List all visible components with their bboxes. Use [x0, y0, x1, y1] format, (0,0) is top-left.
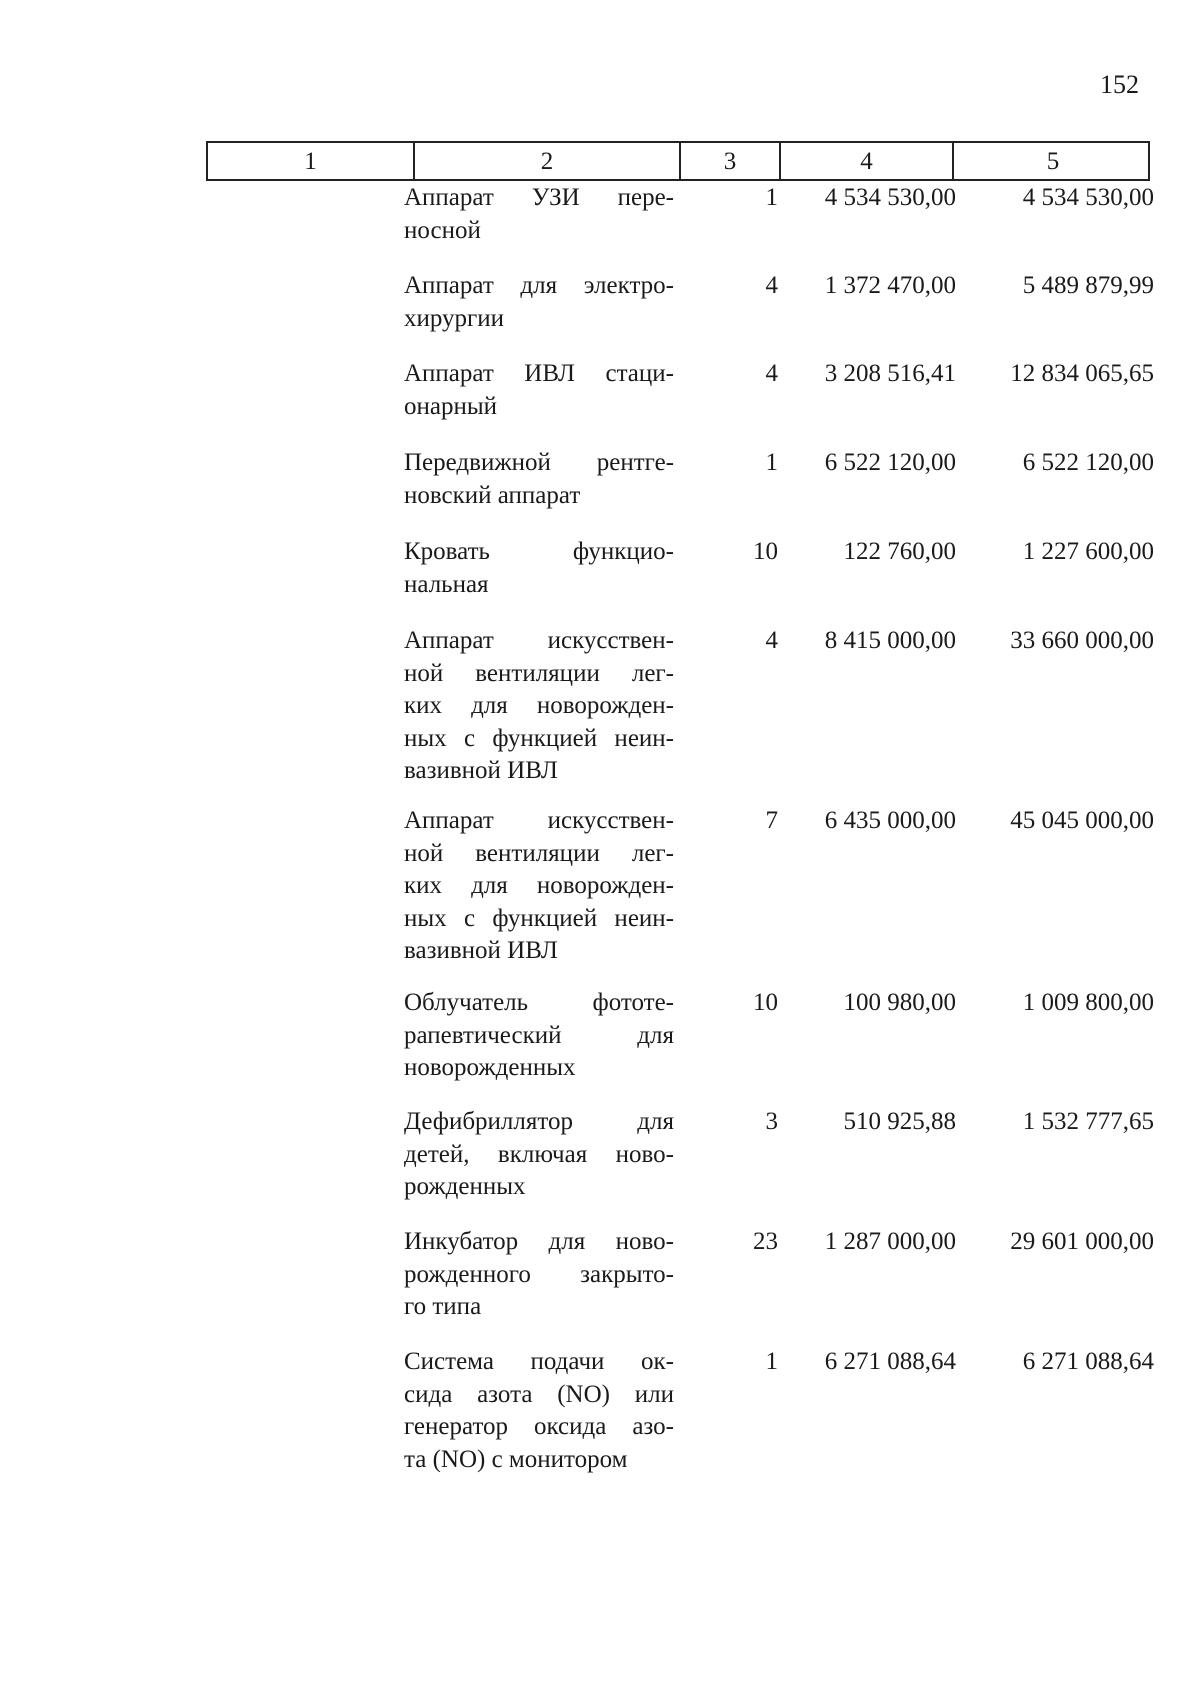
item-unit-price: 4 534 530,00 [824, 184, 956, 211]
item-name-line: рожденного закрыто- [404, 1260, 674, 1288]
item-quantity: 4 [765, 272, 778, 299]
item-name-line: нальная [404, 570, 489, 598]
item-name-line: Аппарат искусствен- [404, 807, 674, 834]
item-total: 12 834 065,65 [1010, 360, 1154, 387]
item-name-line: сида азота (NO) или [404, 1380, 674, 1408]
item-unit-price: 3 208 516,41 [824, 360, 956, 387]
item-quantity: 1 [765, 449, 778, 476]
item-quantity: 10 [753, 538, 778, 565]
item-name-line: Система подачи ок- [404, 1348, 674, 1375]
item-unit-price: 510 925,88 [843, 1108, 956, 1135]
item-name [404, 1226, 674, 1324]
item-name-line: хирургии [404, 304, 505, 332]
item-total: 5 489 879,99 [1022, 272, 1154, 299]
item-total: 1 532 777,65 [1022, 1108, 1154, 1135]
item-quantity: 3 [765, 1108, 778, 1135]
column-header-5: 5 [1046, 148, 1060, 175]
page-number: 152 [1100, 70, 1139, 99]
item-name-line: ных с функцией неин- [404, 724, 674, 752]
item-quantity: 4 [765, 627, 778, 654]
item-unit-price: 122 760,00 [843, 538, 956, 565]
item-name-line: рапевтический для [404, 1021, 674, 1049]
item-total: 4 534 530,00 [1022, 184, 1154, 211]
item-name-line: Аппарат для электро- [404, 272, 674, 299]
item-total: 6 522 120,00 [1022, 449, 1154, 476]
item-total: 33 660 000,00 [1010, 627, 1154, 654]
item-name [404, 270, 674, 335]
item-unit-price: 8 415 000,00 [824, 627, 956, 654]
item-name-line: Передвижной рентге- [404, 449, 674, 476]
item-total: 1 227 600,00 [1022, 538, 1154, 565]
item-total: 45 045 000,00 [1010, 807, 1154, 834]
item-name-line: ной вентиляции лег- [404, 839, 674, 867]
item-name-line: новский аппарат [404, 481, 581, 509]
item-quantity: 4 [765, 360, 778, 387]
item-name [404, 625, 674, 788]
item-name-line: генератор оксида азо- [404, 1413, 674, 1440]
item-name-line: новорожденных [404, 1054, 576, 1081]
item-name-line: вазивной ИВЛ [404, 757, 558, 784]
item-name [404, 182, 674, 247]
column-header-2: 2 [415, 143, 681, 181]
item-name [404, 358, 674, 423]
item-name-line: Облучатель фототе- [404, 989, 674, 1016]
column-header-1: 1 [208, 143, 415, 181]
item-total: 6 271 088,64 [1022, 1348, 1154, 1375]
item-name-line: го типа [404, 1293, 482, 1320]
item-unit-price: 100 980,00 [843, 989, 956, 1016]
item-quantity: 10 [753, 989, 778, 1016]
item-name-line: ких для новорожден- [404, 692, 674, 719]
item-name-line: рожденных [404, 1173, 526, 1200]
item-name-line: ких для новорожден- [404, 872, 674, 899]
column-header-4: 4 [781, 143, 954, 181]
item-unit-price: 1 287 000,00 [824, 1228, 956, 1255]
column-header-3: 3 [681, 143, 781, 181]
item-quantity: 23 [753, 1228, 778, 1255]
item-name [404, 447, 674, 512]
item-quantity: 7 [765, 807, 778, 834]
item-unit-price: 6 522 120,00 [824, 449, 956, 476]
item-unit-price: 6 271 088,64 [824, 1348, 956, 1375]
item-name-line: ной вентиляции лег- [404, 659, 674, 687]
item-name-line: та (NO) с монитором [404, 1445, 628, 1473]
item-total: 29 601 000,00 [1010, 1228, 1154, 1255]
item-name [404, 536, 674, 601]
item-name [404, 1346, 674, 1476]
item-name [404, 1106, 674, 1204]
item-name-line: вазивной ИВЛ [404, 937, 558, 964]
item-name-line: носной [404, 216, 481, 244]
item-name-line: Аппарат ИВЛ стаци- [404, 360, 674, 387]
item-total: 1 009 800,00 [1022, 989, 1154, 1016]
item-name-line: детей, включая ново- [404, 1140, 674, 1168]
item-name-line: ных с функцией неин- [404, 904, 674, 932]
item-name-line: Дефибриллятор для [404, 1108, 674, 1135]
item-name-line: Кровать функцио- [404, 538, 674, 565]
item-name-line: Аппарат УЗИ пере- [404, 184, 674, 211]
item-name-line: Инкубатор для ново- [404, 1228, 674, 1255]
item-name [404, 987, 674, 1085]
item-unit-price: 6 435 000,00 [824, 807, 956, 834]
item-name [404, 805, 674, 968]
item-quantity: 1 [765, 184, 778, 211]
table-header [206, 141, 1150, 181]
item-name-line: онарный [404, 392, 498, 420]
item-name-line: Аппарат искусствен- [404, 627, 674, 654]
item-quantity: 1 [765, 1348, 778, 1375]
item-unit-price: 1 372 470,00 [824, 272, 956, 299]
